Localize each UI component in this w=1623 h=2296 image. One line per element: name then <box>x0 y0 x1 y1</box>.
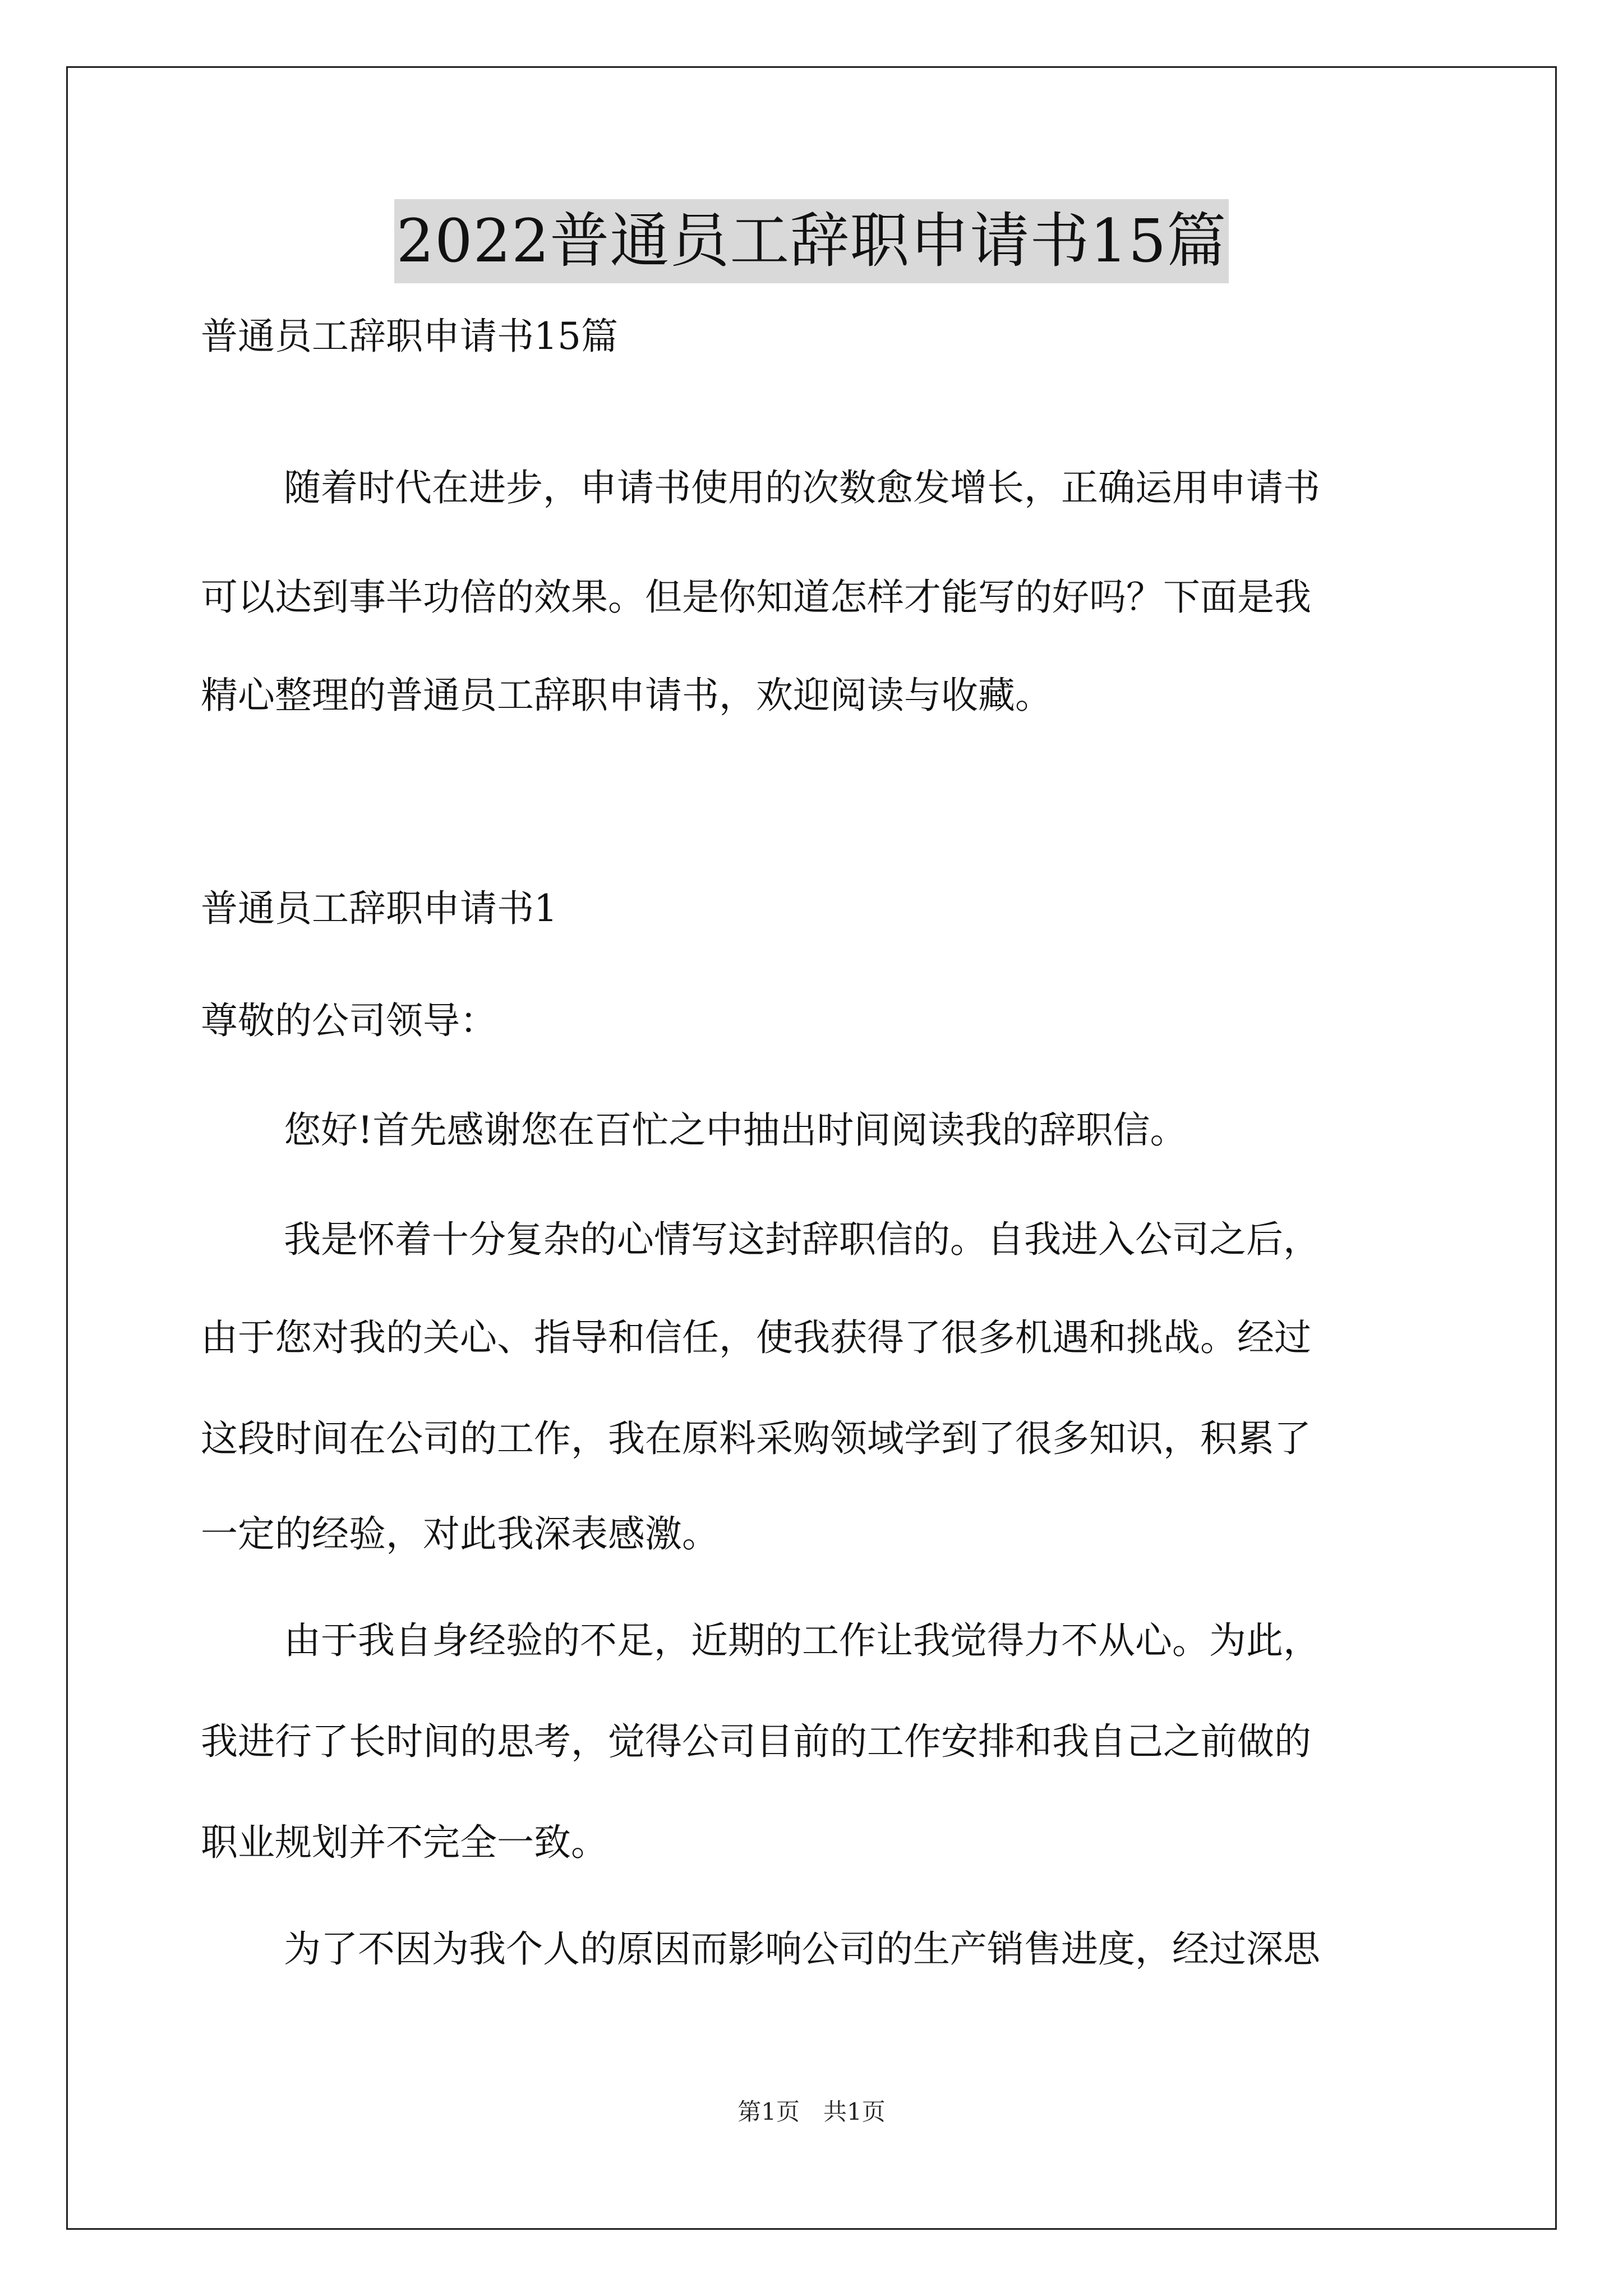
body-line-3: 由于您对我的关心、指导和信任，使我获得了很多机遇和挑战。经过 <box>201 1316 1311 1359</box>
body-line-6: 由于我自身经验的不足，近期的工作让我觉得力不从心。为此， <box>284 1619 1320 1662</box>
body-line-5: 一定的经验，对此我深表感激。 <box>201 1512 719 1556</box>
title-container <box>0 199 1623 283</box>
document-title: 2022普通员工辞职申请书15篇 <box>394 199 1229 283</box>
intro-line-3: 精心整理的普通员工辞职申请书，欢迎阅读与收藏。 <box>201 674 1052 717</box>
body-line-2: 我是怀着十分复杂的心情写这封辞职信的。自我进入公司之后， <box>284 1218 1320 1261</box>
section-heading: 普通员工辞职申请书1 <box>201 887 557 930</box>
body-line-7: 我进行了长时间的思考，觉得公司目前的工作安排和我自己之前做的 <box>201 1720 1311 1763</box>
intro-line-2: 可以达到事半功倍的效果。但是你知道怎样才能写的好吗？下面是我 <box>201 576 1311 619</box>
intro-line-1: 随着时代在进步，申请书使用的次数愈发增长，正确运用申请书 <box>284 466 1320 509</box>
body-line-1: 您好!首先感谢您在百忙之中抽出时间阅读我的辞职信。 <box>284 1108 1187 1152</box>
body-line-9: 为了不因为我个人的原因而影响公司的生产销售进度，经过深思 <box>284 1927 1320 1971</box>
salutation: 尊敬的公司领导： <box>201 999 497 1042</box>
body-line-8: 职业规划并不完全一致。 <box>201 1821 608 1864</box>
body-line-4: 这段时间在公司的工作，我在原料采购领域学到了很多知识，积累了 <box>201 1417 1311 1460</box>
page-number: 第1页 共1页 <box>737 2098 886 2125</box>
subtitle: 普通员工辞职申请书15篇 <box>201 315 618 358</box>
